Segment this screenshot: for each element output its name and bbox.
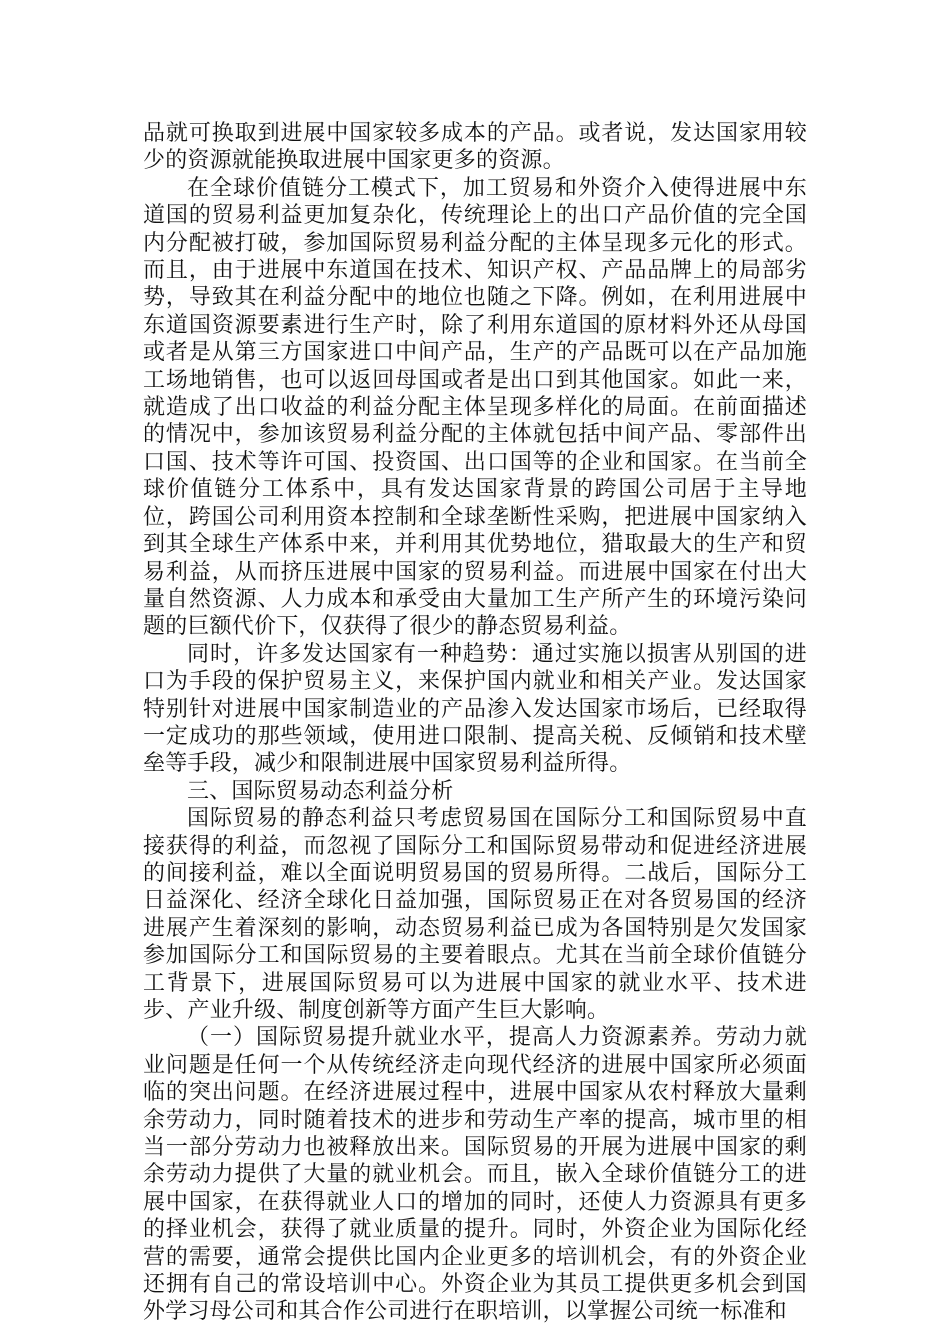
paragraph-continuation: 品就可换取到进展中国家较多成本的产品。或者说，发达国家用较少的资源就能换取进展中国家更多的资源。 [143, 121, 807, 174]
document-body [143, 120, 807, 1326]
section-heading: 三、国际贸易动态利益分析 [187, 778, 454, 804]
paragraph-value-chain-distribution: 在全球价值链分工模式下，加工贸易和外资介入使得进展中东道国的贸易利益更加复杂化，传统理论上的出口产品价值的完全国内分配被打破，参加国际贸易利益分配的主体呈现多元化的形式。而且，由于进展中东道国在技术、知识产权、产品品牌上的局部劣势，导致其在利益分配中的地位也随之下降。例如，在利用进展中东道国资源要素进行生产时，除了利用东道国的原材料外还从母国或者是从第三方国家进口中间产品，生产的产品既可以在产品加施工场地销售，也可以返回母国或者是出口到其他国家。如此一来，就造成了出口收益的利益分配主体呈现多样化的局面。在前面描述的情况中，参加该贸易利益分配的主体就包括中间产品、零部件出口国、技术等许可国、投资国、出口国等的企业和国家。在当前全球价值链分工体系中，具有发达国家背景的跨国公司居于主导地位，跨国公司利用资本控制和全球垄断性采购，把进展中国家纳入到其全球生产体系中来，并利用其优势地位，猎取最大的生产和贸易利益，从而挤压进展中国家的贸易利益。而进展中国家在付出大量自然资源、人力成本和承受由大量加工生产所产生的环境污染问题的巨额代价下，仅获得了很少的静态贸易利益。 [143, 175, 807, 640]
paragraph-dynamic-benefits: 国际贸易的静态利益只考虑贸易国在国际分工和国际贸易中直接获得的利益，而忽视了国际分工和国际贸易带动和促进经济进展的间接利益，难以全面说明贸易国的贸易所得。二战后，国际分工日益深化、经济全球化日益加强，国际贸易正在对各贸易国的经济进展产生着深刻的影响，动态贸易利益已成为各国特别是欠发国家参加国际分工和国际贸易的主要着眼点。尤其在当前全球价值链分工背景下，进展国际贸易可以为进展中国家的就业水平、技术进步、产业升级、制度创新等方面产生巨大影响。 [143, 806, 807, 1023]
paragraph-protectionism: 同时，许多发达国家有一种趋势：通过实施以损害从别国的进口为手段的保护贸易主义，来保护国内就业和相关产业。发达国家特别针对进展中国家制造业的产品渗入发达国家市场后，已经取得一定成功的那些领域，使用进口限制、提高关税、反倾销和技术壁垒等手段，减少和限制进展中国家贸易利益所得。 [143, 641, 807, 777]
paragraph-employment: （一）国际贸易提升就业水平，提高人力资源素养。劳动力就业问题是任何一个从传统经济走向现代经济的进展中国家所必须面临的突出问题。在经济进展过程中，进展中国家从农村释放大量剩余劳动力，同时随着技术的进步和劳动生产率的提高，城市里的相当一部分劳动力也被释放出来。国际贸易的开展为进展中国家的剩余劳动力提供了大量的就业机会。而且，嵌入全球价值链分工的进展中国家，在获得就业人口的增加的同时，还使人力资源具有更多的择业机会，获得了就业质量的提升。同时，外资企业为国际化经营的需要，通常会提供比国内企业更多的培训机会，有的外资企业还拥有自己的常设培训中心。外资企业为其员工提供更多机会到国外学习母公司和其合作公司进行在职培训，以掌握公司统一标准和 [143, 1025, 807, 1325]
